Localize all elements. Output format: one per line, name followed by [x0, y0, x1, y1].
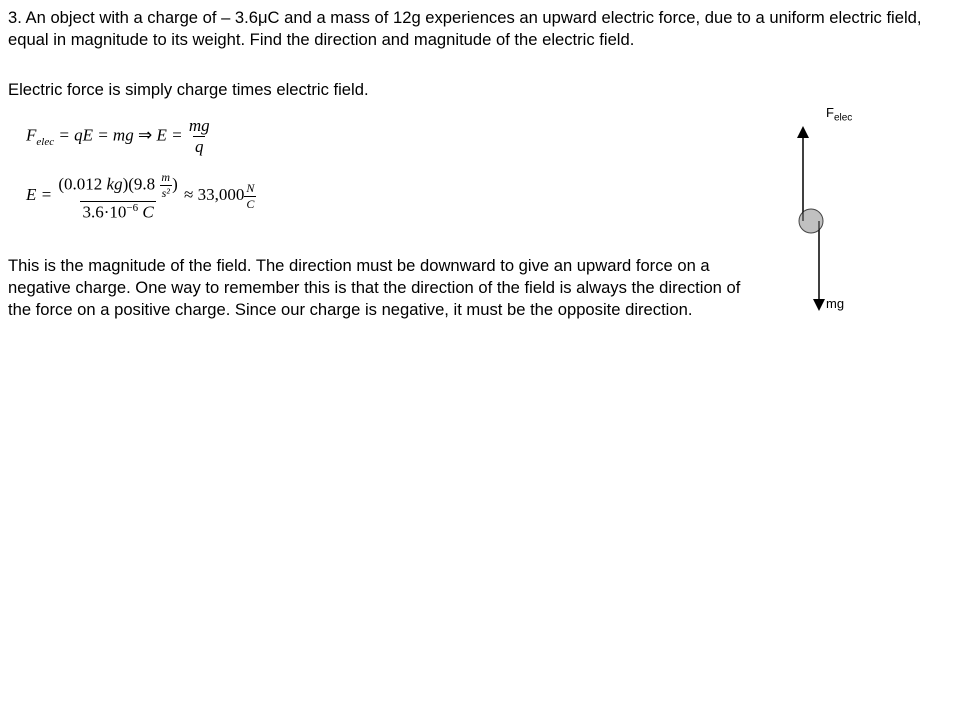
eq2-s2: s² — [161, 186, 170, 200]
equation-field — [26, 170, 256, 223]
eq2-unit — [244, 181, 256, 212]
eq2-den-a: 3.6·10 — [82, 202, 127, 222]
eq1-E: E = — [152, 125, 187, 145]
eq2-m: m — [161, 170, 171, 184]
eq2-num-a: (0.012 — [58, 174, 103, 194]
eq2-approx: ≈ 33,000 — [184, 185, 245, 205]
eq2-den-C: C — [142, 202, 154, 222]
eq2-denominator — [80, 201, 155, 223]
electric-force-label — [826, 105, 852, 124]
electric-force-label-sub: elec — [833, 112, 853, 124]
weight-label: mg — [826, 296, 845, 311]
eq2-fraction — [56, 170, 179, 223]
eq1-denominator: q — [194, 137, 204, 156]
eq1-numerator: mg — [188, 116, 210, 135]
eq1-elec: elec — [36, 135, 55, 148]
eq2-unit-C: C — [246, 196, 255, 211]
intro-sentence: Electric force is simply charge times electric field. — [8, 80, 369, 99]
force-diagram — [780, 100, 900, 330]
eq1-middle: = qE = mg — [54, 125, 134, 145]
explanation-paragraph: This is the magnitude of the field. The direction must be downward to give an upward force on a negative charge. One way to remember this is that the direction of the field is always the direction of the force on a positive charge. Since our charge is negative, it must be the opposite direction. — [8, 256, 741, 319]
eq2-num-c: ) — [172, 174, 178, 194]
eq2-num-kg: kg — [106, 174, 123, 194]
eq2-m-over-s2 — [159, 170, 172, 201]
electric-force-label-main: F — [826, 105, 834, 120]
problem-statement: 3. An object with a charge of – 3.6μC and a mass of 12g experiences an upward electric force, due to a uniform electric field, equal in magnitude to its weight. Find the direction and magnitude of the electric field. — [8, 8, 922, 49]
eq2-numerator — [56, 170, 179, 201]
eq1-F: F — [26, 125, 37, 145]
eq2-unit-N: N — [246, 180, 255, 195]
eq1-fraction — [187, 116, 212, 157]
eq2-num-b: )(9.8 — [122, 174, 156, 194]
eq2-E: E = — [26, 185, 57, 205]
equation-force — [26, 116, 212, 157]
implies-arrow: ⇒ — [137, 125, 153, 145]
eq2-den-exp: −6 — [126, 202, 139, 214]
